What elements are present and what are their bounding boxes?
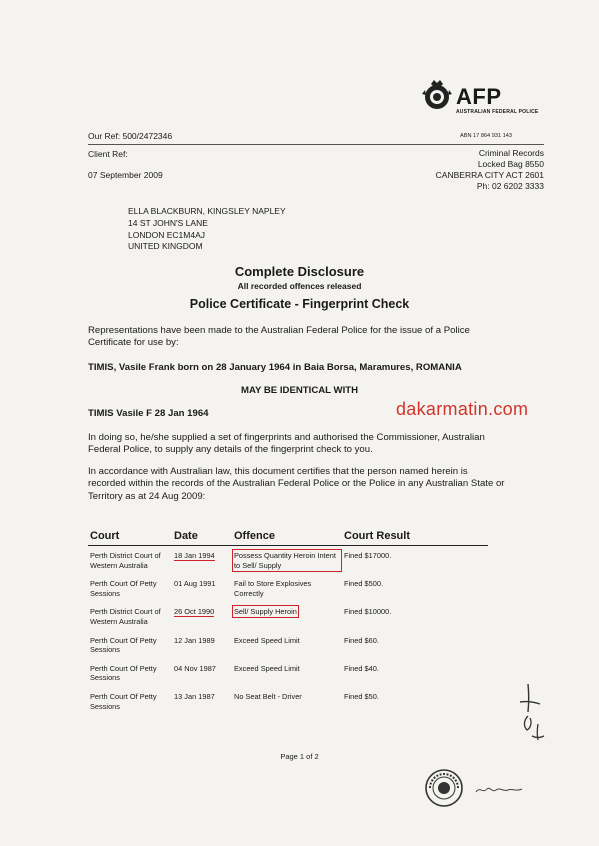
cell-result: Fined $500. <box>344 579 384 589</box>
table-row <box>88 687 488 715</box>
office-line: CANBERRA CITY ACT 2601 <box>435 170 544 180</box>
table-row <box>88 631 488 659</box>
cell-offence: Exceed Speed Limit <box>234 663 300 673</box>
table-row <box>88 546 488 575</box>
header-result: Court Result <box>342 528 488 546</box>
cell-offence: Sell/ Supply Heroin <box>234 607 297 617</box>
identical-heading: MAY BE IDENTICAL WITH <box>240 385 359 396</box>
recipient-line: UNITED KINGDOM <box>128 241 203 252</box>
page-number: Page 1 of 2 <box>280 752 319 761</box>
cell-offence: Possess Quantity Heroin Intent to Sell/ Supply <box>234 551 340 570</box>
table-row <box>88 602 488 630</box>
abn: ABN 17 864 931 143 <box>460 133 512 139</box>
table-header-row <box>88 528 488 546</box>
alias-name: TIMIS Vasile F 28 Jan 1964 <box>88 408 209 419</box>
cell-result: Fined $10000. <box>344 607 392 617</box>
afp-logo <box>420 78 540 128</box>
crest-icon <box>420 78 454 112</box>
sub-title: All recorded offences released <box>237 281 362 291</box>
certification-paragraph: In accordance with Australian law, this document certifies that the person named herein is recorded within the records of the Australian Federal Police or the Police in any Australian State or Territory as at 24 Aug 2009: <box>88 466 505 502</box>
cell-offence: Exceed Speed Limit <box>234 635 300 645</box>
cell-court: Perth Court Of Petty Sessions <box>90 635 157 655</box>
cell-date: 01 Aug 1991 <box>174 579 216 589</box>
subject-name: TIMIS, Vasile Frank born on 28 January 1964 in Baia Borsa, Maramures, ROMANIA <box>88 362 462 373</box>
header-rule <box>88 144 544 145</box>
cell-offence: Fail to Store Explosives Correctly <box>234 579 312 598</box>
recipient-line: ELLA BLACKBURN, KINGSLEY NAPLEY <box>128 206 286 216</box>
cell-date: 04 Nov 1987 <box>174 663 216 673</box>
cell-result: Fined $60. <box>344 635 379 645</box>
office-address <box>380 148 544 192</box>
table-row <box>88 659 488 687</box>
offences-table <box>88 528 488 715</box>
cell-court: Perth District Court of Western Australia <box>90 607 161 626</box>
cell-result: Fined $17000. <box>344 551 392 560</box>
office-line: Locked Bag 8550 <box>477 159 544 169</box>
cell-date: 12 Jan 1989 <box>174 635 215 645</box>
cell-result: Fined $40. <box>344 663 379 673</box>
header-court: Court <box>88 528 172 546</box>
logo-text: AFP <box>456 84 502 109</box>
office-line: Ph: 02 6202 3333 <box>476 181 544 191</box>
cell-date: 13 Jan 1987 <box>174 691 215 701</box>
recipient-line: 14 ST JOHN'S LANE <box>128 217 208 228</box>
cell-court: Perth Court Of Petty Sessions <box>90 691 157 711</box>
initials-signature <box>474 780 528 798</box>
logo-subtitle: AUSTRALIAN FEDERAL POLICE <box>456 109 539 115</box>
our-ref: Our Ref: 500/2472346 <box>88 131 173 141</box>
office-line: Criminal Records <box>478 148 544 158</box>
fingerprint-paragraph: In doing so, he/she supplied a set of fingerprints and authorised the Commissioner, Australian Federal Police, to supply any details of the fingerprint check to you. <box>88 432 485 456</box>
cell-date: 26 Oct 1990 <box>174 607 215 617</box>
main-title: Complete Disclosure <box>234 264 365 279</box>
letter-date: 07 September 2009 <box>88 170 163 180</box>
cell-court: Perth Court Of Petty Sessions <box>90 579 157 598</box>
certificate-title: Police Certificate - Fingerprint Check <box>189 297 410 311</box>
header-date: Date <box>172 528 232 546</box>
client-ref: Client Ref: <box>88 149 128 159</box>
recipient-line: LONDON EC1M4AJ <box>128 229 205 240</box>
intro-paragraph: Representations have been made to the Australian Federal Police for the issue of a Police Certificate for use by: <box>88 325 470 349</box>
recipient-address <box>128 206 286 253</box>
cell-court: Perth District Court of Western Australia <box>90 551 161 570</box>
cell-date: 18 Jan 1994 <box>174 551 215 560</box>
header-offence: Offence <box>232 528 342 546</box>
table-row <box>88 574 488 602</box>
cell-result: Fined $50. <box>344 691 379 701</box>
handwritten-mark <box>498 680 548 742</box>
cell-offence: No Seat Belt - Driver <box>234 691 302 701</box>
official-stamp-icon <box>424 768 464 808</box>
cell-court: Perth Court Of Petty Sessions <box>90 663 157 683</box>
watermark: dakarmatin.com <box>396 399 529 419</box>
